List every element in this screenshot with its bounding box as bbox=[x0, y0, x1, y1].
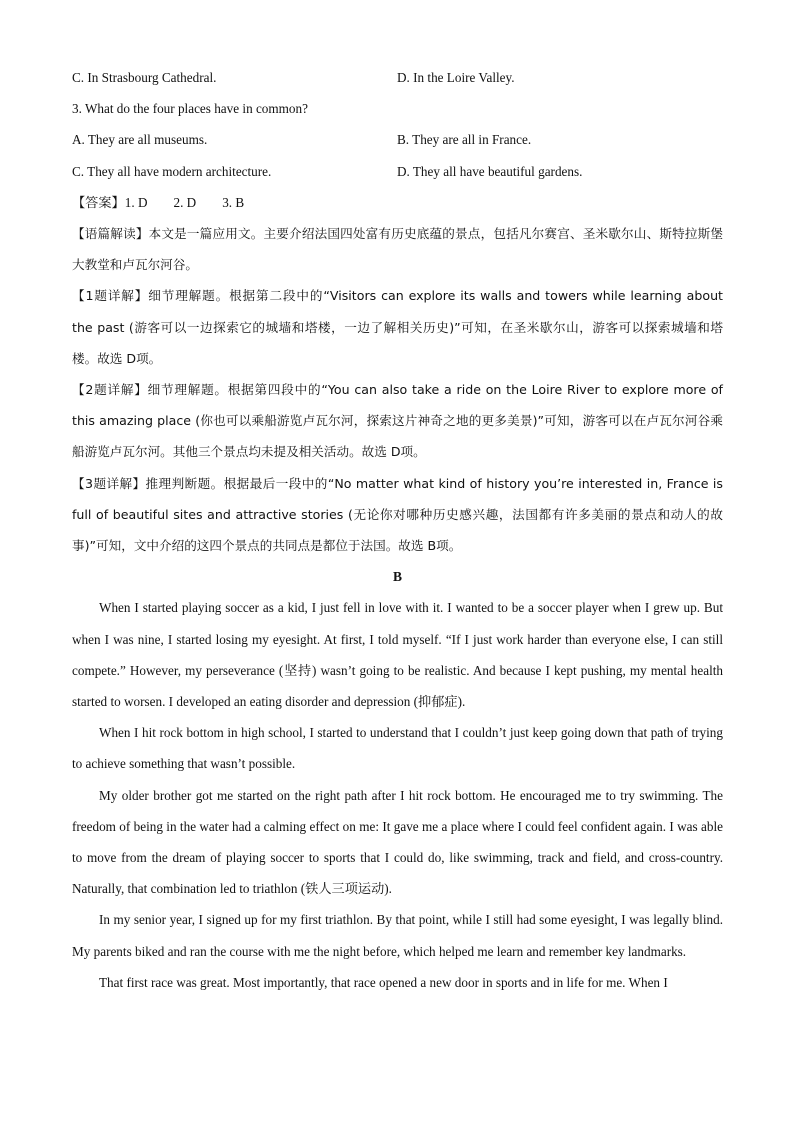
answer-key bbox=[72, 187, 723, 218]
answer-item: 3. B bbox=[222, 194, 245, 210]
question3-explanation: 【3题详解】推理判断题。根据最后一段中的“No matter what kind of history you’re interested in, France is full of beautiful sites and attractive stories (无论你对哪种历史感兴趣，法国都有许多美丽的景点和动人的故事)”可知，文中介绍的这四个景点的共同点是都位于法国。故选 B项。 bbox=[72, 475, 723, 554]
reading-analysis: 【语篇解读】本文是一篇应用文。主要介绍法国四处富有历史底蕴的景点，包括凡尔赛宫、圣米歇尔山、斯特拉斯堡大教堂和卢瓦尔河谷。 bbox=[72, 226, 723, 273]
option-c: C. In Strasbourg Cathedral. bbox=[72, 70, 217, 85]
option-c: C. They all have modern architecture. bbox=[72, 163, 272, 179]
option-d: D. In the Loire Valley. bbox=[397, 70, 515, 85]
question2-explanation: 【2题详解】细节理解题。根据第四段中的“You can also take a ride on the Loire River to explore more of this amazing place (你也可以乘船游览卢瓦尔河，探索这片神奇之地的更多美景)”可知，游客可以在卢瓦尔河谷乘船游览卢瓦尔河。其他三个景点均未提及相关活动。故选 D项。 bbox=[72, 382, 723, 460]
question2-options-cd bbox=[72, 62, 723, 93]
question3-options-cd bbox=[72, 156, 723, 187]
question3-stem: 3. What do the four places have in common? bbox=[72, 101, 308, 117]
answer-item: 2. D bbox=[173, 194, 197, 210]
option-b: B. They are all in France. bbox=[397, 132, 532, 148]
answer-item: 1. D bbox=[124, 194, 148, 210]
passage-paragraph: When I hit rock bottom in high school, I started to understand that I couldn’t just keep going down that path of trying to achieve something that wasn’t possible. bbox=[72, 725, 723, 772]
option-d: D. They all have beautiful gardens. bbox=[397, 163, 583, 179]
document-page bbox=[72, 62, 723, 998]
option-a: A. They are all museums. bbox=[72, 132, 208, 148]
passage-paragraph: When I started playing soccer as a kid, I just fell in love with it. I wanted to be a soccer player when I grew up. But when I was nine, I started losing my eyesight. At first, I told myself. “If I just work harder than everyone else, I can still compete.” However, my perseverance (坚持) wasn’t going to be realistic. And because I kept pushing, my mental health started to worsen. I developed an eating disorder and depression (抑郁症). bbox=[72, 600, 723, 710]
section-heading: B bbox=[392, 569, 402, 585]
passage-paragraph: My older brother got me started on the right path after I hit rock bottom. He encouraged me to try swimming. The freedom of being in the water had a calming effect on me: It gave me a place where I could feel confident again. I was able to move from the dream of playing soccer to sports that I could do, like swimming, track and field, and cross-country. Naturally, that combination led to triathlon (铁人三项运动). bbox=[72, 787, 723, 897]
answer-label: 【答案】 bbox=[72, 194, 125, 210]
passage-paragraph: In my senior year, I signed up for my first triathlon. By that point, while I still had some eyesight, I was legally blind. My parents biked and ran the course with me the night before, which helped me learn and remember key landmarks. bbox=[72, 912, 723, 959]
question3-options-ab bbox=[72, 124, 723, 155]
passage-paragraph: That first race was great. Most importantly, that race opened a new door in sports and in life for me. When I bbox=[99, 974, 668, 990]
question1-explanation: 【1题详解】细节理解题。根据第二段中的“Visitors can explore its walls and towers while learning about the past (游客可以一边探索它的城墙和塔楼，一边了解相关历史)”可知，在圣米歇尔山，游客可以探索城墙和塔楼。故选 D项。 bbox=[72, 288, 723, 366]
